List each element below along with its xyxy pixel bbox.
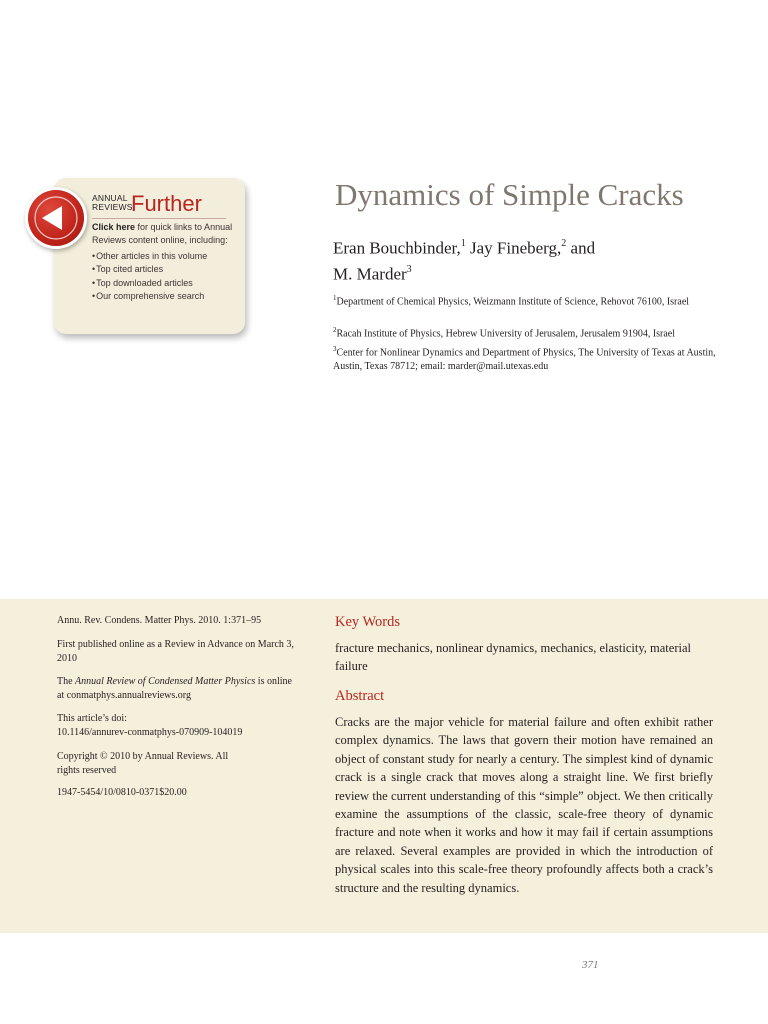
journal-name: Annual Review of Condensed Matter Physics bbox=[75, 676, 256, 687]
affiliation-text: Racah Institute of Physics, Hebrew University of Jerusalem, Jerusalem 91904, Israel bbox=[336, 328, 676, 340]
author-name: Eran Bouchbinder, bbox=[333, 238, 461, 258]
affiliation-marker: 1 bbox=[333, 294, 337, 302]
affiliation-marker: 2 bbox=[333, 326, 337, 334]
further-intro: for quick links to Annual Reviews content online, including: bbox=[92, 222, 233, 245]
author-affiliation-marker: 1 bbox=[460, 238, 466, 249]
further-arrow-button[interactable] bbox=[28, 190, 84, 246]
affiliation-marker: 3 bbox=[333, 345, 337, 353]
further-link-top-downloaded[interactable]: • Top downloaded articles bbox=[92, 277, 237, 290]
affiliation-text: Center for Nonlinear Dynamics and Department of Physics, The University of Texas at Austin, Austin, Texas 78712; email: marder@mail.utexas.edu bbox=[333, 347, 716, 373]
annual-reviews-logo bbox=[92, 194, 133, 212]
abstract-heading: Abstract bbox=[335, 688, 385, 704]
article-title: Dynamics of Simple Cracks bbox=[335, 177, 684, 212]
keywords-heading: Key Words bbox=[335, 614, 401, 630]
journal-note-prefix: The bbox=[57, 676, 76, 687]
keywords-text: fracture mechanics, nonlinear dynamics, mechanics, elasticity, material failure bbox=[335, 641, 691, 673]
doi-block bbox=[57, 712, 297, 739]
further-link-other-articles[interactable]: • Other articles in this volume bbox=[92, 250, 237, 263]
doi-label: This article’s doi: bbox=[57, 713, 127, 724]
author-conjunction: and bbox=[570, 238, 596, 258]
author-affiliation-marker: 2 bbox=[561, 238, 567, 249]
copyright: Copyright © 2010 by Annual Reviews. All rights reserved bbox=[57, 751, 229, 776]
further-links-list bbox=[92, 250, 237, 303]
doi-link[interactable]: 10.1146/annurev-conmatphys-070909-104019 bbox=[57, 726, 243, 738]
further-heading: Further bbox=[131, 191, 202, 216]
citation: Annu. Rev. Condens. Matter Phys. 2010. 1:371–95 bbox=[57, 615, 262, 626]
further-description bbox=[92, 221, 237, 303]
affiliation-2 bbox=[333, 323, 718, 341]
affiliation-1 bbox=[333, 291, 718, 309]
click-here-link[interactable]: Click here bbox=[92, 222, 136, 232]
further-link-top-cited[interactable]: • Top cited articles bbox=[92, 263, 237, 276]
journal-note bbox=[57, 675, 297, 702]
abstract-text: Cracks are the major vehicle for material failure and often exhibit rather complex dynamics. The laws that govern their motion have remained an object of constant study for nearly a century. The simplest kind of dynamic crack is a single crack that moves along a straight line. We first briefly review the current understanding of this “simple” object. We then critically examine the assumptions of the classic, scale-free theory of dynamic fracture and note when it works and how it may fail if certain assumptions are relaxed. Several examples are provided in which the introduction of physical scales into this scale-free theory profoundly affects both a crack’s structure and the resulting dynamics. bbox=[335, 715, 713, 895]
affiliation-3 bbox=[333, 342, 718, 374]
further-divider bbox=[92, 218, 226, 219]
author-affiliation-marker: 3 bbox=[406, 263, 412, 275]
first-published: First published online as a Review in Advance on March 3, 2010 bbox=[57, 639, 294, 664]
affiliation-text: Department of Chemical Physics, Weizmann Institute of Science, Rehovot 76100, Israel bbox=[336, 296, 690, 308]
issn: 1947-5454/10/0810-0371$20.00 bbox=[57, 787, 187, 798]
page-number: 371 bbox=[582, 959, 599, 971]
brand-line-1: ANNUAL bbox=[92, 193, 128, 203]
author-name: Jay Fineberg, bbox=[469, 238, 562, 258]
journal-note-suffix: is online at conmatphys.annualreviews.org bbox=[57, 676, 292, 701]
left-arrow-icon bbox=[28, 190, 84, 246]
brand-line-2: REVIEWS bbox=[92, 202, 133, 212]
author-list bbox=[333, 234, 693, 285]
further-link-search[interactable]: • Our comprehensive search bbox=[92, 290, 237, 303]
author-name: M. Marder bbox=[333, 264, 407, 284]
